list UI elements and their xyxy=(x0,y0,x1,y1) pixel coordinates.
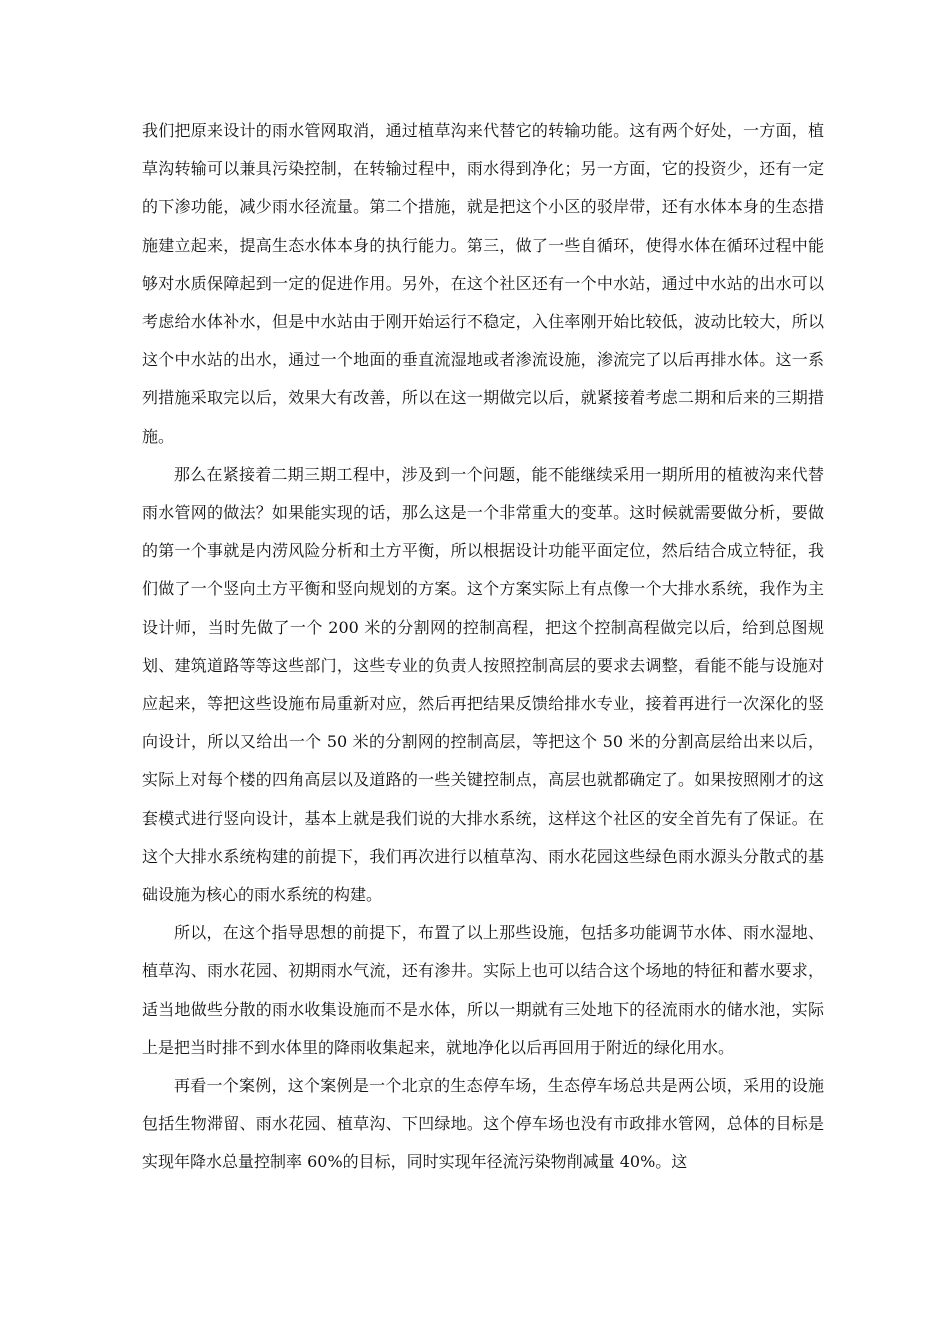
paragraph-1: 我们把原来设计的雨水管网取消，通过植草沟来代替它的转输功能。这有两个好处，一方面，植草沟转输可以兼具污染控制，在转输过程中，雨水得到净化；另一方面，它的投资少，还有一定的下渗功能，减少雨水径流量。第二个措施，就是把这个小区的驳岸带，还有水体本身的生态措施建立起来，提高生态水体本身的执行能力。第三，做了一些自循环，使得水体在循环过程中能够对水质保障起到一定的促进作用。另外，在这个社区还有一个中水站，通过中水站的出水可以考虑给水体补水，但是中水站由于刚开始运行不稳定，入住率刚开始比较低，波动比较大，所以这个中水站的出水，通过一个地面的垂直流湿地或者渗流设施，渗流完了以后再排水体。这一系列措施采取完以后，效果大有改善，所以在这一期做完以后，就紧接着考虑二期和后来的三期措施。 xyxy=(142,121,824,446)
paragraph-2: 那么在紧接着二期三期工程中，涉及到一个问题，能不能继续采用一期所用的植被沟来代替雨水管网的做法？如果能实现的话，那么这是一个非常重大的变革。这时候就需要做分析，要做的第一个事就是内涝风险分析和土方平衡，所以根据设计功能平面定位，然后结合成立特征，我们做了一个竖向土方平衡和竖向规划的方案。这个方案实际上有点像一个大排水系统，我作为主设计师，当时先做了一个 200 米的分割网的控制高程，把这个控制高程做完以后，给到总图规划、建筑道路等等这些部门，这些专业的负责人按照控制高层的要求去调整，看能不能与设施对应起来，等把这些设施布局重新对应，然后再把结果反馈给排水专业，接着再进行一次深化的竖向设计，所以又给出一个 50 米的分割网的控制高层，等把这个 50 米的分割高层给出来以后，实际上对每个楼的四角高层以及道路的一些关键控制点，高层也就都确定了。如果按照刚才的这套模式进行竖向设计，基本上就是我们说的大排水系统，这样这个社区的安全首先有了保证。在这个大排水系统构建的前提下，我们再次进行以植草沟、雨水花园这些绿色雨水源头分散式的基础设施为核心的雨水系统的构建。 xyxy=(142,464,824,905)
paragraph-3: 所以，在这个指导思想的前提下，布置了以上那些设施，包括多功能调节水体、雨水湿地、植草沟、雨水花园、初期雨水气流，还有渗井。实际上也可以结合这个场地的特征和蓄水要求，适当地做些分散的雨水收集设施而不是水体，所以一期就有三处地下的径流雨水的储水池，实际上是把当时排不到水体里的降雨收集起来，就地净化以后再回用于附近的绿化用水。 xyxy=(142,923,824,1057)
paragraph-4: 再看一个案例，这个案例是一个北京的生态停车场，生态停车场总共是两公顷，采用的设施包括生物滞留、雨水花园、植草沟、下凹绿地。这个停车场也没有市政排水管网，总体的目标是实现年降水总量控制率 60%的目标，同时实现年径流污染物削减量 40%。这 xyxy=(142,1076,824,1172)
document-body xyxy=(142,112,824,1182)
